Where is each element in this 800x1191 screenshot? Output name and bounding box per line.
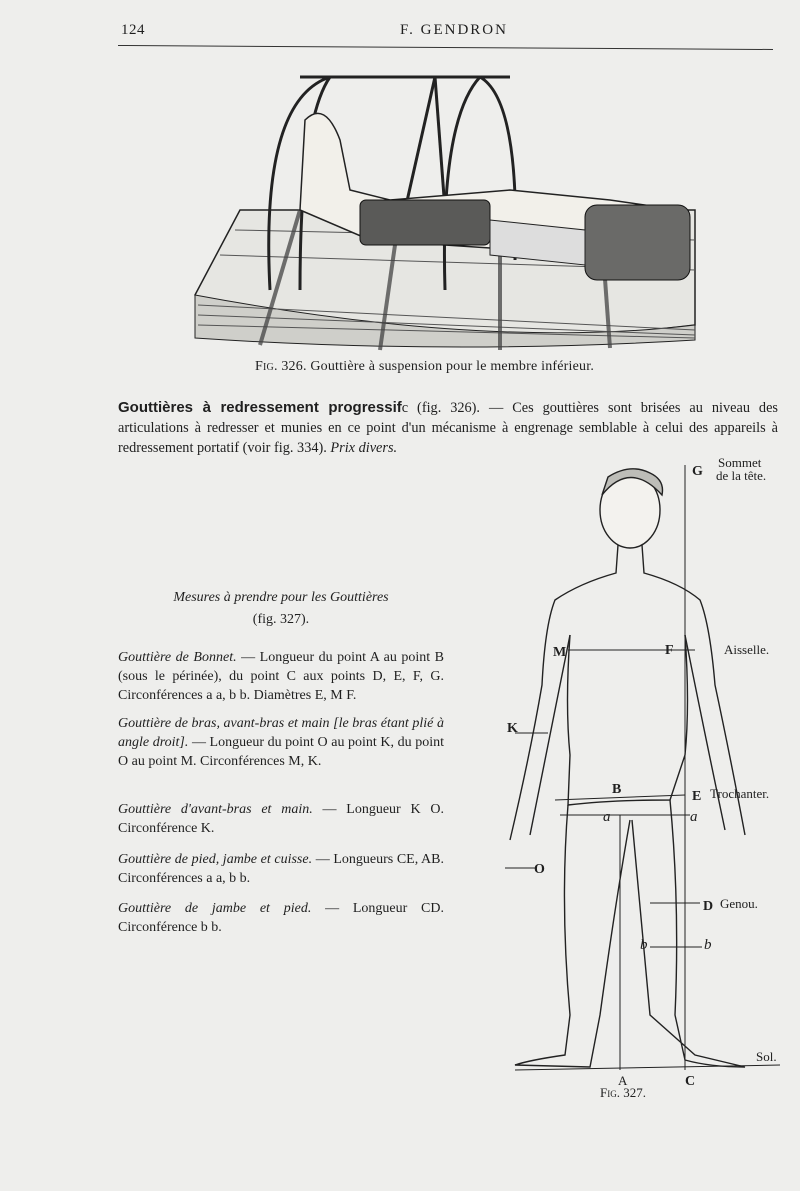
label-sommet: Sommet bbox=[718, 455, 762, 470]
label-trochanter: Trochanter. bbox=[710, 786, 770, 801]
label-F: F bbox=[665, 643, 674, 658]
entry-name: Gouttière de pied, jambe et cuisse. bbox=[118, 852, 313, 867]
paragraph-gouttieres-redressement bbox=[118, 398, 778, 458]
label-M: M bbox=[553, 645, 567, 660]
paragraph-title: Gouttières à redressement progressif bbox=[118, 399, 402, 416]
entry-text: — Longueur K O. Circonférence K. bbox=[118, 802, 444, 836]
label-a-left: a bbox=[603, 809, 611, 825]
entry-gouttiere-pied-jambe-cuisse bbox=[118, 850, 444, 888]
figure-326-illustration bbox=[190, 60, 710, 355]
entry-name: Gouttière de bras, avant-bras et main [le bras étant plié à angle droit]. bbox=[118, 716, 444, 750]
entry-text: — Longueur CD. Circonférence b b. bbox=[118, 901, 444, 935]
entry-name: Gouttière de jambe et pied. bbox=[118, 901, 312, 916]
figure-326-caption-text: Gouttière à suspension pour le membre inférieur. bbox=[310, 359, 595, 374]
label-b-right: b bbox=[704, 937, 712, 953]
entry-gouttiere-jambe-pied bbox=[118, 899, 444, 937]
label-a-right: a bbox=[690, 809, 698, 825]
entry-gouttiere-bonnet bbox=[118, 648, 444, 705]
label-b-left: b bbox=[640, 937, 648, 953]
measures-title: Mesures à prendre pour les Gouttières bbox=[173, 590, 389, 605]
entry-name: Gouttière de Bonnet. bbox=[118, 650, 237, 665]
label-O: O bbox=[534, 862, 545, 877]
figure-326-label: Fig. 326. bbox=[255, 359, 307, 374]
entry-text: — Longueurs CE, AB. Circonférences a a, b b. bbox=[118, 852, 444, 886]
entry-text: — Longueur du point O au point K, du point O au point M. Circonférences M, K. bbox=[118, 735, 444, 769]
entry-name: Gouttière d'avant-bras et main. bbox=[118, 802, 313, 817]
figure-326-caption bbox=[255, 359, 594, 375]
page-number: 124 bbox=[121, 22, 145, 38]
label-B: B bbox=[612, 782, 622, 797]
entry-gouttiere-bras bbox=[118, 714, 444, 771]
label-genou: Genou. bbox=[720, 896, 758, 911]
running-head: F. GENDRON bbox=[400, 22, 508, 38]
entry-text: — Longueur du point A au point B (sous le périnée), du point C aux points D, E, F, G. Circonférences a a, b b. Diamètres E, M F. bbox=[118, 650, 445, 703]
measures-figure-ref: (fig. 327). bbox=[252, 612, 310, 627]
label-D: D bbox=[703, 899, 714, 914]
figure-327-body-diagram bbox=[490, 455, 790, 1085]
label-aisselle: Aisselle. bbox=[724, 642, 770, 657]
label-A: A bbox=[618, 1073, 628, 1085]
paragraph-text: c (fig. 326). — Ces gouttières sont brisées au niveau des articulations à redresser et munies en ce point d'un mécanisme à engrenage semblable à celui des appareils à redressement portatif (voir fig. 334). bbox=[118, 400, 778, 456]
label-de-la-tete: de la tête. bbox=[716, 468, 767, 483]
entry-gouttiere-avant-bras bbox=[118, 800, 444, 838]
label-G: G bbox=[692, 464, 703, 479]
label-E: E bbox=[692, 789, 702, 804]
label-C: C bbox=[685, 1074, 696, 1085]
body-outline bbox=[510, 469, 745, 1067]
header-rule bbox=[118, 45, 773, 50]
paragraph-price: Prix divers. bbox=[330, 440, 398, 456]
label-K: K bbox=[507, 721, 518, 736]
figure-327-label: Fig. 327. bbox=[600, 1085, 646, 1100]
label-sol: Sol. bbox=[756, 1049, 777, 1064]
